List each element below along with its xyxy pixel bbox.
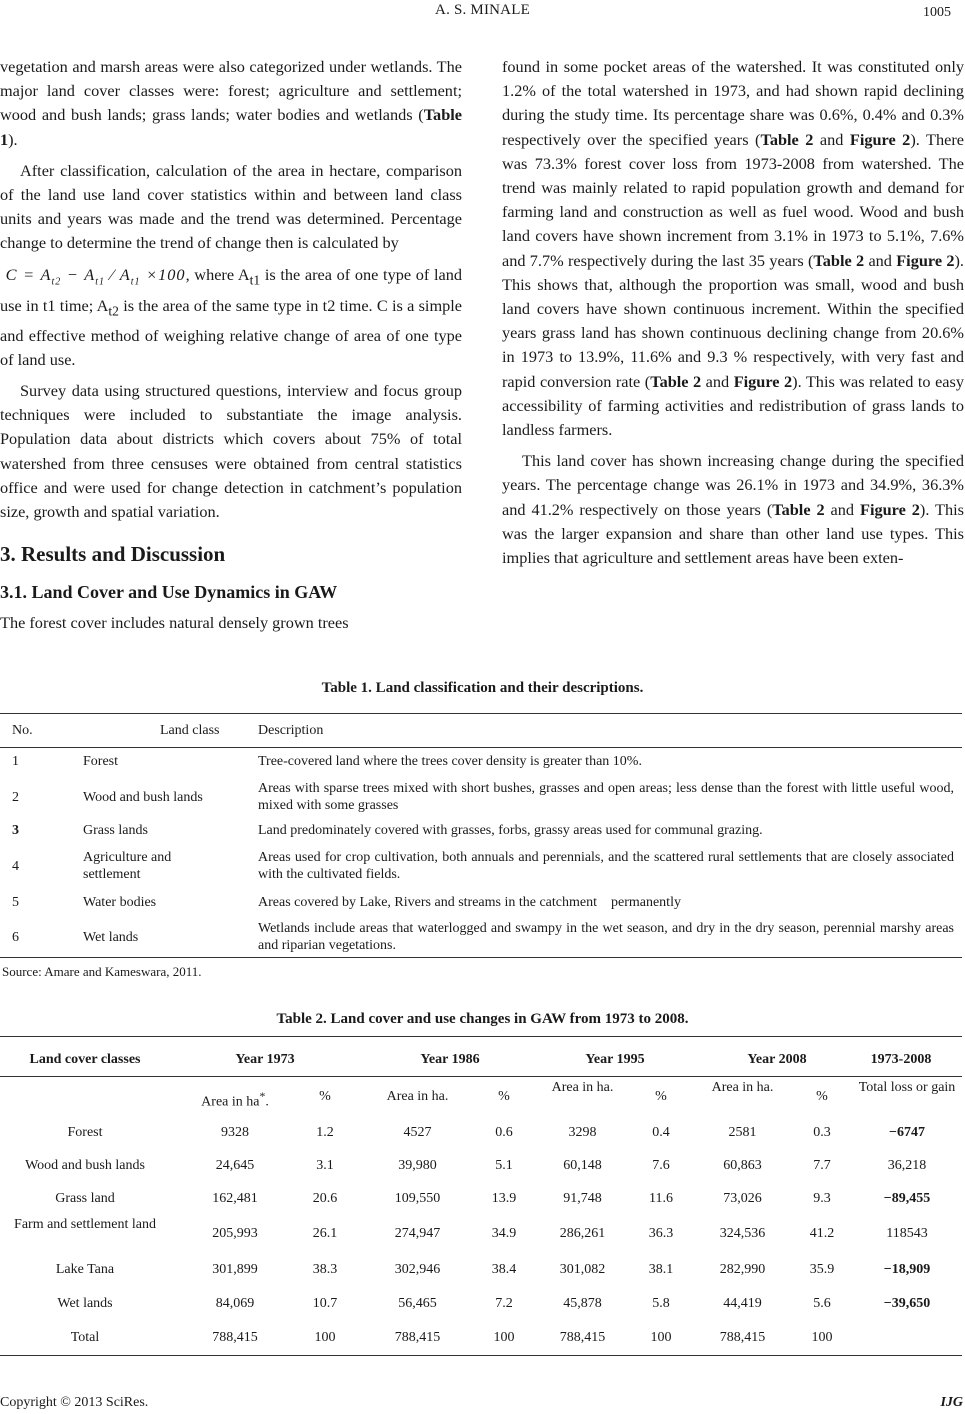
table-cell: Forest: [83, 754, 118, 769]
table-cell: 60,863: [723, 1158, 762, 1173]
table-cell: 38.1: [648, 1262, 674, 1277]
column-subheader: Area in ha*.: [201, 1090, 269, 1110]
column-header: Year 1995: [585, 1052, 645, 1067]
paragraph: Survey data using structured questions, interview and focus group techniques were included to substantiate the image analysis. Population data about districts which covers about 75% of total watershed from three censuses were obtained from central statistics office and were used for change detection in catchment’s population size, growth and spatial variation.: [0, 380, 462, 521]
table-cell: Total: [70, 1330, 100, 1345]
table-cell: Forest: [67, 1125, 103, 1140]
table-cell: 788,415: [212, 1330, 258, 1345]
table-cell: Wetlands include areas that waterlogged and swampy in the wet season, and dry in the dry season, perennial marshy areas and riparian vegetations.: [258, 921, 954, 953]
table-cell: Water bodies: [83, 895, 157, 910]
table-cell: 9328: [221, 1125, 249, 1140]
table-cell: Agriculture and settlement: [83, 850, 172, 882]
subsection-heading: 3.1. Land Cover and Use Dynamics in GAW: [0, 582, 338, 603]
column-header: Description: [258, 723, 324, 738]
table-cell: 13.9: [491, 1191, 517, 1206]
table-cell: −18,909: [883, 1262, 931, 1277]
table-cell: 788,415: [559, 1330, 606, 1345]
table-cell: 5.6: [813, 1296, 831, 1311]
table-cell: Areas covered by Lake, Rivers and streams in the catchment permanently: [258, 895, 681, 910]
column-subheader: Total loss or gain: [858, 1080, 956, 1095]
formula-paragraph: $C = A_{t2} - A_{t1}$ ⁄ $A_{t1} \times 100$, where $A_{t1}$ is the area of one type of land use in t1 time; $A_{t2}$ is the area of the same type in t2 time. C is a simple and effective method of weighing relative change of area of one type of land use.: [0, 264, 463, 369]
page-number: 1005: [923, 5, 951, 20]
table-cell: Land predominately covered with grasses, forbs, grassy areas used for communal grazing.: [258, 823, 763, 838]
table-cell: 118543: [886, 1226, 928, 1241]
table2-header-rule: [0, 1076, 962, 1077]
table2-top-rule: [0, 1036, 962, 1037]
paragraph: This land cover has shown increasing change during the specified years. The percentage change was 26.1% in 1973 and 34.9%, 36.3% and 41.2% respectively on those years (Table 2 and Figure 2). This was the larger expansion and share than other land use types. This implies that agriculture and settlement areas have been exten-: [502, 451, 964, 568]
table-cell: −39,650: [883, 1296, 931, 1311]
table-cell: −6747: [889, 1125, 925, 1140]
table-cell: 7.2: [495, 1296, 513, 1311]
journal-abbrev: IJG: [940, 1395, 963, 1410]
table-cell: Wet lands: [83, 930, 139, 945]
table-cell: 36,218: [887, 1158, 927, 1173]
table-cell: 91,748: [563, 1191, 602, 1206]
column-subheader: %: [498, 1089, 510, 1104]
column-subheader: %: [655, 1089, 667, 1104]
column-header: No.: [12, 723, 33, 738]
copyright-notice: Copyright © 2013 SciRes.: [0, 1395, 149, 1410]
table-cell: 4527: [403, 1125, 432, 1140]
column-subheader: %: [319, 1089, 331, 1104]
table-cell: 38.3: [312, 1262, 338, 1277]
table-cell: Grass land: [55, 1191, 115, 1206]
table-cell: 56,465: [398, 1296, 437, 1311]
table-cell: 26.1: [312, 1226, 338, 1241]
table-cell: 35.9: [809, 1262, 835, 1277]
table-cell: 10.7: [312, 1296, 338, 1311]
table-cell: 36.3: [648, 1226, 674, 1241]
table-cell: 788,415: [719, 1330, 766, 1345]
table-cell: 5: [12, 895, 19, 910]
table-cell: 0.4: [652, 1125, 670, 1140]
table-cell: Lake Tana: [55, 1262, 115, 1277]
table-cell: Tree-covered land where the trees cover density is greater than 10%.: [258, 754, 642, 769]
table-cell: 45,878: [563, 1296, 602, 1311]
right-column: [502, 55, 964, 570]
table-cell: 0.6: [495, 1125, 513, 1140]
table-cell: 2581: [728, 1125, 757, 1140]
table-cell: 282,990: [719, 1262, 766, 1277]
paragraph: found in some pocket areas of the watershed. It was constituted only 1.2% of the total watershed in 1973, and had shown rapid declining during the study time. Its percentage share was 0.6%, 0.4% and 0.3% respectively over the specified years (Table 2 and Figure 2). There was 73.3% forest cover loss from 1973-2008 from watershed. The trend was mainly related to rapid population growth and demand for farming land and construction as well as fuel wood. Wood and bush land covers have shown increment from 3.1% in 1973 to 5.1%, 7.6% and 7.7% respectively during the last 35 years (Table 2 and Figure 2). This shows that, although the proportion was small, wood and bush land covers have shown continuous increment. Within the specified years grass land has shown continuous declining change from 20.6% in 1973 to 13.9%, 11.6% and 9.3 % respectively, with very fast and rapid conversion rate (Table 2 and Figure 2). This was related to easy accessibility of farming activities and redistribution of grass lands to landless farmers.: [502, 57, 964, 440]
table-cell: 9.3: [813, 1191, 831, 1206]
column-subheader: %: [816, 1089, 828, 1104]
table-cell: Wood and bush lands: [83, 790, 203, 805]
table-cell: 5.8: [652, 1296, 670, 1311]
table-cell: 7.6: [652, 1158, 670, 1173]
column-header: Year 2008: [747, 1052, 807, 1067]
table-cell: 34.9: [491, 1226, 517, 1241]
table-cell: 73,026: [723, 1191, 762, 1206]
table-cell: 6: [12, 930, 19, 945]
section-heading: 3. Results and Discussion: [0, 542, 226, 567]
running-head: A. S. MINALE: [435, 2, 530, 18]
table-cell: 100: [493, 1330, 515, 1345]
table1-caption: Table 1. Land classification and their descriptions.: [321, 680, 644, 696]
table1-source: Source: Amare and Kameswara, 2011.: [2, 964, 202, 979]
table-cell: 20.6: [312, 1191, 338, 1206]
table-cell: 84,069: [215, 1296, 255, 1311]
table-cell: Areas used for crop cultivation, both annuals and perennials, and the scattered rural settlements that are closely associated with the cultivated fields.: [258, 850, 954, 882]
column-header: Year 1973: [235, 1052, 295, 1067]
table-cell: 1: [12, 754, 19, 769]
paragraph: vegetation and marsh areas were also categorized under wetlands. The major land cover classes were: forest; agriculture and settlement; wood and bush lands; grass lands; water bodies and wetlands (Table 1).: [0, 57, 462, 149]
table-cell: 60,148: [563, 1158, 602, 1173]
table-cell: 2: [12, 790, 19, 805]
table-cell: 324,536: [719, 1226, 766, 1241]
table1-bottom-rule: [0, 957, 962, 958]
table-cell: Areas with sparse trees mixed with short bushes, grasses and open areas; less dense than the forest with little useful wood, mixed with some grasses: [258, 781, 954, 813]
table-cell: 788,415: [394, 1330, 441, 1345]
paragraph: After classification, calculation of the area in hectare, comparison of the land use land cover statistics within and between land class units and years was made and the trend was determined. Percentage change to determine the trend of change then is calculated by: [0, 160, 462, 253]
table-cell: Grass lands: [83, 823, 148, 838]
table2-bottom-rule: [0, 1355, 962, 1356]
column-subheader: Area in ha.: [386, 1089, 449, 1104]
table-cell: Wood and bush lands: [25, 1158, 145, 1173]
table-cell: 100: [811, 1330, 833, 1345]
table-cell: 3298: [568, 1125, 597, 1140]
table-cell: 5.1: [495, 1158, 513, 1173]
table-cell: 3.1: [316, 1158, 334, 1173]
table-cell: 3: [12, 823, 19, 838]
table-cell: 274,947: [394, 1226, 441, 1241]
column-header: Land cover classes: [29, 1052, 141, 1067]
table-cell: 1.2: [316, 1125, 334, 1140]
table-cell: 100: [650, 1330, 672, 1345]
table-cell: 205,993: [212, 1226, 258, 1241]
table-cell: 301,082: [559, 1262, 606, 1277]
column-subheader: Area in ha.: [711, 1080, 774, 1095]
column-header: Year 1986: [420, 1052, 480, 1067]
table-cell: Farm and settlement land: [14, 1217, 156, 1232]
table-cell: 302,946: [394, 1262, 441, 1277]
paragraph: The forest cover includes natural densely grown trees: [0, 613, 349, 633]
table-cell: 100: [314, 1330, 336, 1345]
table-cell: 11.6: [649, 1191, 673, 1206]
column-subheader: Area in ha.: [551, 1080, 614, 1095]
table-cell: 44,419: [723, 1296, 762, 1311]
left-column: [0, 55, 462, 635]
table-cell: 286,261: [559, 1226, 606, 1241]
table-cell: 38.4: [491, 1262, 517, 1277]
table-cell: 39,980: [398, 1158, 437, 1173]
table-cell: 24,645: [215, 1158, 255, 1173]
table2-caption: Table 2. Land cover and use changes in GAW from 1973 to 2008.: [276, 1011, 689, 1027]
table-cell: 0.3: [813, 1125, 831, 1140]
table-cell: 109,550: [394, 1191, 441, 1206]
table-cell: 41.2: [809, 1226, 835, 1241]
table1-top-rule: [0, 713, 962, 714]
change-formula: $C = A_{t2} - A_{t1}$ ⁄ $A_{t1} \times 100$: [0, 264, 186, 287]
table1-header-rule: [0, 747, 962, 748]
column-header: Land class: [160, 723, 220, 738]
table-cell: Wet lands: [57, 1296, 113, 1311]
table-cell: 162,481: [212, 1191, 258, 1206]
column-header: 1973-2008: [870, 1052, 932, 1067]
table-cell: 301,899: [212, 1262, 258, 1277]
table-cell: 7.7: [813, 1158, 831, 1173]
table-cell: 4: [12, 859, 19, 874]
table-cell: −89,455: [883, 1191, 931, 1206]
